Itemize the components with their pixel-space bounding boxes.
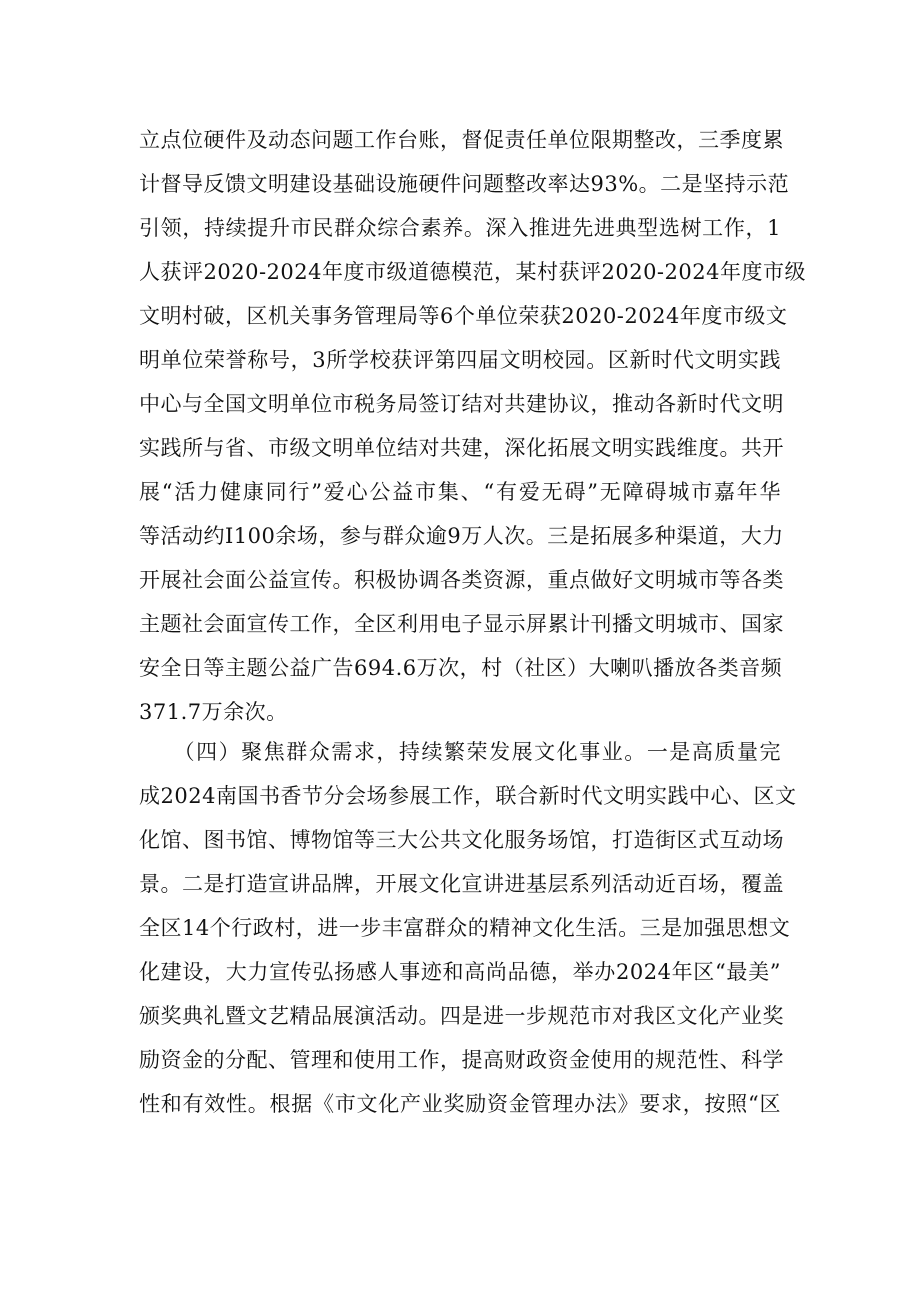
paragraph-civilization-building	[139, 118, 806, 734]
text-line: 主题社会面宣传工作，全区利用电子显示屏累计刊播文明城市、国家	[139, 612, 784, 636]
text-line: （四）聚焦群众需求，持续繁荣发展文化事业。一是高质量完	[139, 740, 781, 764]
text-line: 励资金的分配、管理和使用工作，提高财政资金使用的规范性、科学	[139, 1048, 784, 1072]
text-line: 371.7万余次。	[139, 700, 288, 724]
text-line: 颁奖典礼暨文艺精品展演活动。四是进一步规范市对我区文化产业奖	[139, 1004, 784, 1028]
text-line: 化建设，大力宣传弘扬感人事迹和高尚品德，举办2024年区“最美”	[139, 960, 781, 984]
text-line: 实践所与省、市级文明单位结对共建，深化拓展文明实践维度。共开	[139, 436, 784, 460]
text-line: 全区14个行政村，进一步丰富群众的精神文化生活。三是加强思想文	[139, 916, 791, 940]
text-line: 计督导反馈文明建设基础设施硬件问题整改率达93%。二是坚持示范	[139, 172, 790, 196]
text-line: 化馆、图书馆、博物馆等三大公共文化服务场馆，打造街区式互动场	[139, 828, 784, 852]
text-line: 性和有效性。根据《市文化产业奖励资金管理办法》要求，按照“区	[139, 1092, 781, 1116]
text-line: 展“活力健康同行”爱心公益市集、“有爱无碍”无障碍城市嘉年华	[139, 480, 781, 504]
text-line: 景。二是打造宣讲品牌，开展文化宣讲进基层系列活动近百场，覆盖	[139, 872, 784, 896]
text-line: 安全日等主题公益广告694.6万次，村（社区）大喇叭播放各类音频	[139, 656, 783, 680]
paragraph-cultural-development	[139, 730, 797, 1126]
text-line: 引领，持续提升市民群众综合素养。深入推进先进典型选树工作，1	[139, 216, 781, 240]
text-line: 立点位硬件及动态问题工作台账，督促责任单位限期整改，三季度累	[139, 128, 784, 152]
text-line: 成2024南国书香节分会场参展工作，联合新时代文明实践中心、区文	[139, 784, 797, 808]
text-line: 文明村破，区机关事务管理局等6个单位荣获2020-2024年度市级文	[139, 304, 788, 328]
text-line: 等活动约I100余场，参与群众逾9万人次。三是拓展多种渠道，大力	[139, 524, 784, 548]
text-line: 明单位荣誉称号，3所学校获评第四届文明校园。区新时代文明实践	[139, 348, 781, 372]
text-line: 开展社会面公益宣传。积极协调各类资源，重点做好文明城市等各类	[139, 568, 784, 592]
text-line: 中心与全国文明单位市税务局签订结对共建协议，推动各新时代文明	[139, 392, 784, 416]
text-line: 人获评2020-2024年度市级道德模范，某村获评2020-2024年度市级	[139, 260, 806, 284]
